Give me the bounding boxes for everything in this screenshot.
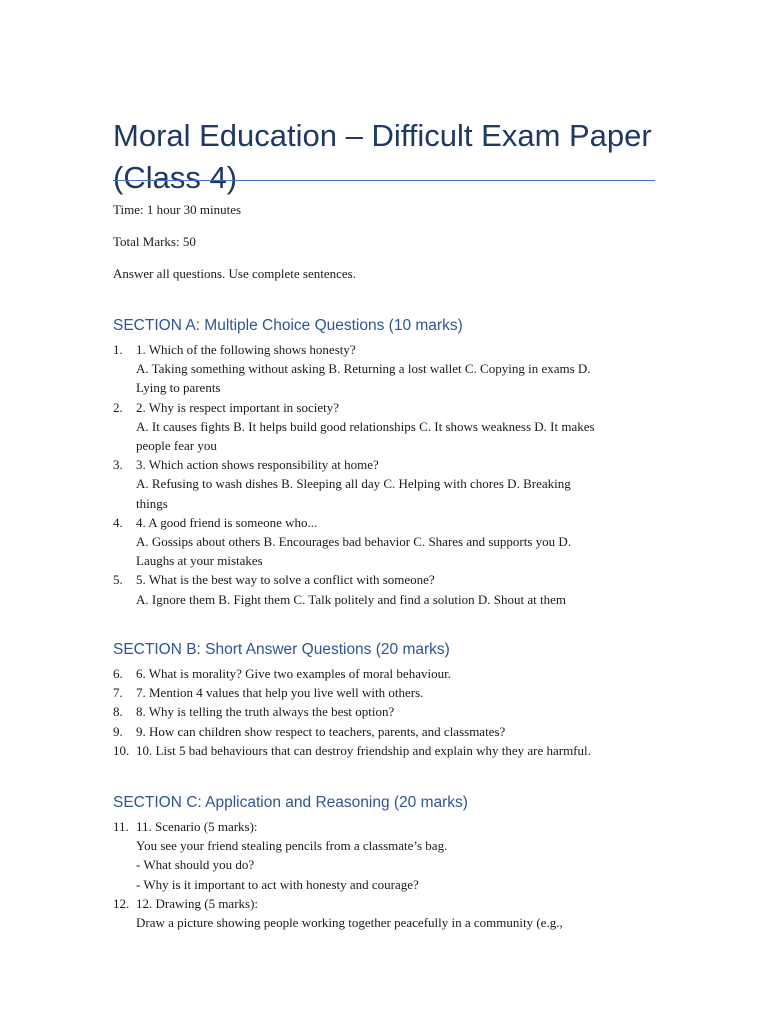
question-text: 6. What is morality? Give two examples of moral behaviour. (136, 666, 451, 681)
section-a-question-list (113, 340, 658, 609)
question-number: 1. (113, 342, 123, 357)
question-number: 11. (113, 819, 129, 834)
section-b-question-list (113, 664, 658, 760)
question-text: 9. How can children show respect to teachers, parents, and classmates? (136, 723, 506, 739)
question-item (113, 894, 658, 932)
question-text: 1. Which of the following shows honesty? (136, 342, 356, 357)
title-underline (113, 180, 655, 181)
question-text: 10. List 5 bad behaviours that can destroy friendship and explain why they are harmful. (136, 742, 591, 758)
question-text: 7. Mention 4 values that help you live well with others. (136, 685, 424, 701)
question-number: 8. (113, 704, 123, 720)
question-item (113, 683, 658, 702)
question-detail: Laughs at your mistakes (136, 553, 263, 569)
total-marks: Total Marks: 50 (113, 234, 196, 249)
question-item (113, 455, 658, 513)
question-detail: - What should you do? (136, 857, 255, 873)
section-a-heading: SECTION A: Multiple Choice Questions (10 marks) (113, 317, 463, 334)
question-item (113, 513, 658, 571)
question-item (113, 398, 658, 456)
question-detail: A. Ignore them B. Fight them C. Talk politely and find a solution D. Shout at them (136, 591, 566, 607)
question-detail: Lying to parents (136, 380, 221, 396)
question-detail: A. Taking something without asking B. Returning a lost wallet C. Copying in exams D. (136, 361, 591, 377)
question-detail: people fear you (136, 438, 217, 454)
question-detail: You see your friend stealing pencils from a classmate’s bag. (136, 838, 448, 854)
question-text: 12. Drawing (5 marks): (136, 895, 259, 911)
question-item (113, 570, 658, 608)
question-text: 11. Scenario (5 marks): (136, 819, 258, 834)
question-text: 4. A good friend is someone who... (136, 514, 318, 530)
question-text: 2. Why is respect important in society? (136, 399, 340, 415)
question-text: 3. Which action shows responsibility at home? (136, 457, 379, 473)
question-text: 8. Why is telling the truth always the best option? (136, 704, 395, 720)
question-number: 10. (113, 742, 130, 758)
question-item (113, 722, 658, 741)
question-detail: A. Gossips about others B. Encourages bad behavior C. Shares and supports you D. (136, 534, 572, 550)
question-item (113, 340, 658, 398)
question-number: 6. (113, 666, 123, 681)
question-item (113, 741, 658, 760)
section-c-heading: SECTION C: Application and Reasoning (20 marks) (113, 794, 468, 811)
question-detail: - Why is it important to act with honesty and courage? (136, 876, 419, 892)
question-number: 2. (113, 399, 123, 415)
exam-time: Time: 1 hour 30 minutes (113, 202, 242, 217)
question-detail: things (136, 495, 168, 511)
question-number: 9. (113, 723, 123, 739)
question-number: 12. (113, 895, 130, 911)
question-number: 5. (113, 572, 123, 588)
question-number: 3. (113, 457, 123, 473)
question-item (113, 702, 658, 721)
section-c-question-list (113, 817, 658, 932)
question-item (113, 664, 658, 683)
question-number: 7. (113, 685, 123, 701)
question-number: 4. (113, 514, 123, 530)
instructions: Answer all questions. Use complete sentences. (113, 266, 356, 281)
question-detail: A. It causes fights B. It helps build good relationships C. It shows weakness D. It makes (136, 418, 595, 434)
question-text: 5. What is the best way to solve a conflict with someone? (136, 572, 435, 588)
question-detail: A. Refusing to wash dishes B. Sleeping all day C. Helping with chores D. Breaking (136, 476, 571, 492)
question-detail: Draw a picture showing people working together peacefully in a community (e.g., (136, 915, 563, 931)
document-title: Moral Education – Difficult Exam Paper (Class 4) (113, 117, 652, 195)
question-item (113, 817, 658, 894)
section-b-heading: SECTION B: Short Answer Questions (20 marks) (113, 641, 450, 658)
